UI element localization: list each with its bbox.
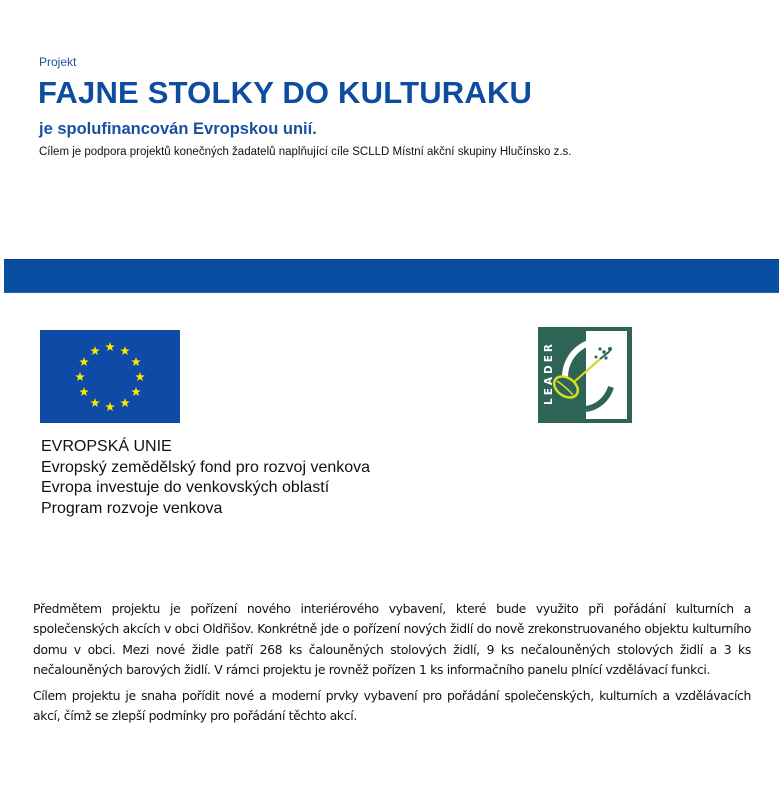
eu-flag-icon — [40, 330, 180, 423]
project-goal-line: Cílem je podpora projektů konečných žadatelů naplňující cíle SCLLD Místní akční skupiny Hlučínsko z.s. — [39, 146, 572, 158]
eu-line-union: EVROPSKÁ UNIE — [41, 438, 172, 455]
eu-funding-text — [41, 437, 370, 519]
eu-line-fund: Evropský zemědělský fond pro rozvoj venkova — [41, 458, 371, 476]
blue-divider-bar — [4, 259, 779, 293]
goal-paragraph: Cílem projektu je snaha pořídit nové a moderní prvky vybavení pro pořádání společenských, kulturních a vzdělávacích akcí, čímž se zlepší podmínky pro pořádání těchto akcí. — [33, 688, 751, 724]
description-paragraph: Předmětem projektu je pořízení nového interiérového vybavení, které bude využito při pořádání kulturních a společenských akcích v obci Oldřišov. Konkrétně jde o pořízení nových židlí do nově zrekonstruovaného objektu kulturního domu v obci. Mezi nové židle patří 268 ks čalouněných stolových židlí, 9 ks nečalouněných stolových židlí a 3 ks nečalouněných barových židlí. V rámci projektu je rovněž pořízen 1 ks informačního panelu plnící vzdělávací funkci. — [33, 601, 751, 677]
svg-text:LEADER: LEADER — [543, 341, 555, 405]
project-title: FAJNE STOLKY DO KULTURAKU — [38, 75, 533, 110]
eu-line-invest: Evropa investuje do venkovských oblastí — [41, 479, 330, 496]
cofinanced-subtitle: je spolufinancován Evropskou unií. — [39, 120, 317, 138]
project-label: Projekt — [39, 55, 77, 69]
eu-line-program: Program rozvoje venkova — [41, 499, 223, 517]
leader-logo-icon — [538, 327, 632, 423]
